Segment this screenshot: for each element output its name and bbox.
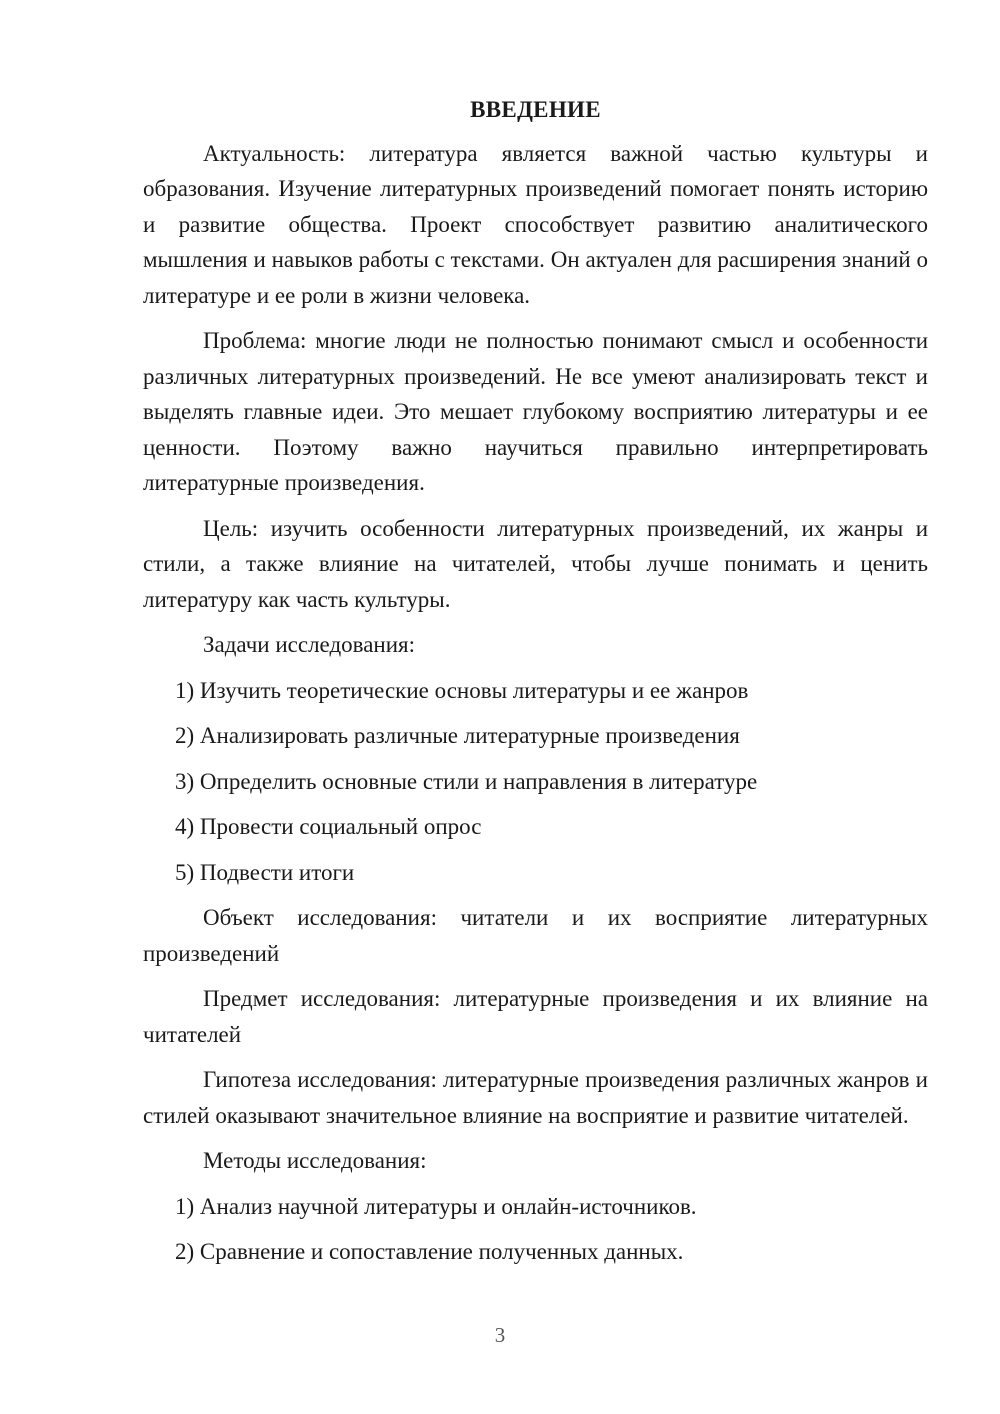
- relevance-paragraph: Актуальность: литература является важной частью культуры и образования. Изучение литературных произведений помогает понять историю и развитие общества. Проект способствует развитию аналитического мышления и навыков работы с текстами. Он актуален для расширения знаний о литературе и ее роли в жизни человека.: [143, 140, 928, 308]
- section-title: ВВЕДЕНИЕ: [470, 97, 601, 122]
- list-item: 3) Определить основные стили и направления в литературе: [175, 768, 758, 794]
- tasks-label: Задачи исследования:: [203, 632, 416, 657]
- goal-paragraph: Цель: изучить особенности литературных произведений, их жанры и стили, а также влияние на читателей, чтобы лучше понимать и ценить литературу как часть культуры.: [143, 515, 928, 612]
- hypothesis-paragraph: Гипотеза исследования: литературные произведения различных жанров и стилей оказывают значительное влияние на восприятие и развитие читателей.: [143, 1067, 928, 1128]
- object-paragraph: Объект исследования: читатели и их восприятие литературных произведений: [143, 905, 928, 966]
- list-item: 2) Сравнение и сопоставление полученных данных.: [175, 1239, 684, 1264]
- list-item: 5) Подвести итоги: [175, 859, 355, 885]
- list-item: 2) Анализировать различные литературные произведения: [175, 723, 740, 748]
- subject-paragraph: Предмет исследования: литературные произведения и их влияние на читателей: [143, 986, 928, 1047]
- methods-list: [143, 1189, 928, 1270]
- page-number: 3: [494, 1323, 506, 1347]
- list-item: 4) Провести социальный опрос: [175, 814, 482, 839]
- problem-paragraph: Проблема: многие люди не полностью понимают смысл и особенности различных литературных произведений. Не все умеют анализировать текст и выделять главные идеи. Это мешает глубокому восприятию литературы и ее ценности. Поэтому важно научиться правильно интерпретировать литературные произведения.: [143, 328, 928, 495]
- methods-label: Методы исследования:: [203, 1148, 427, 1173]
- list-item: 1) Изучить теоретические основы литературы и ее жанров: [175, 677, 749, 703]
- list-item: 1) Анализ научной литературы и онлайн-источников.: [175, 1193, 697, 1219]
- tasks-list: [143, 673, 928, 891]
- document-page: [143, 92, 928, 1280]
